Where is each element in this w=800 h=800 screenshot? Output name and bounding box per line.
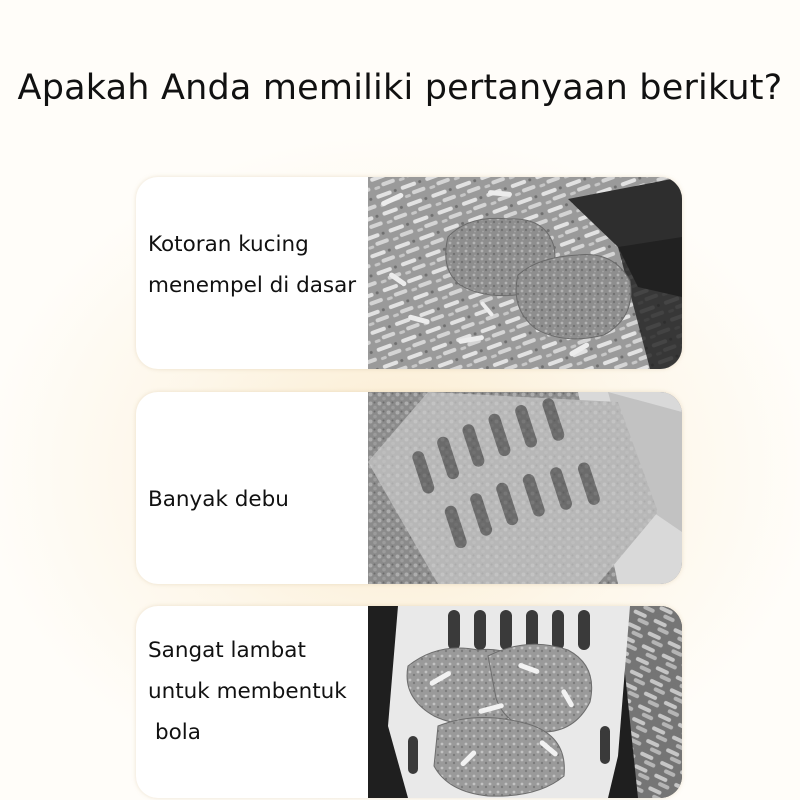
question-card-dust <box>136 392 682 584</box>
card-caption-line: Sangat lambat <box>148 638 306 663</box>
page-title: Apakah Anda memiliki pertanyaan berikut? <box>17 68 783 108</box>
card-caption-line: Kotoran kucing <box>148 232 309 257</box>
card-caption-line: untuk membentuk <box>148 679 347 704</box>
question-card-stuck-waste <box>136 177 682 369</box>
dusty-litter-scoop-photo <box>368 392 682 584</box>
question-card-slow-clumping <box>136 606 682 798</box>
card-caption-line: bola <box>155 720 201 745</box>
slow-clumping-scoop-photo <box>368 606 682 798</box>
card-caption-line: menempel di dasar <box>148 273 357 298</box>
card-caption <box>148 224 378 369</box>
card-caption <box>148 630 378 798</box>
card-caption <box>148 479 378 584</box>
card-caption-line: Banyak debu <box>148 487 289 512</box>
litter-clumps-stuck-photo <box>368 177 682 369</box>
